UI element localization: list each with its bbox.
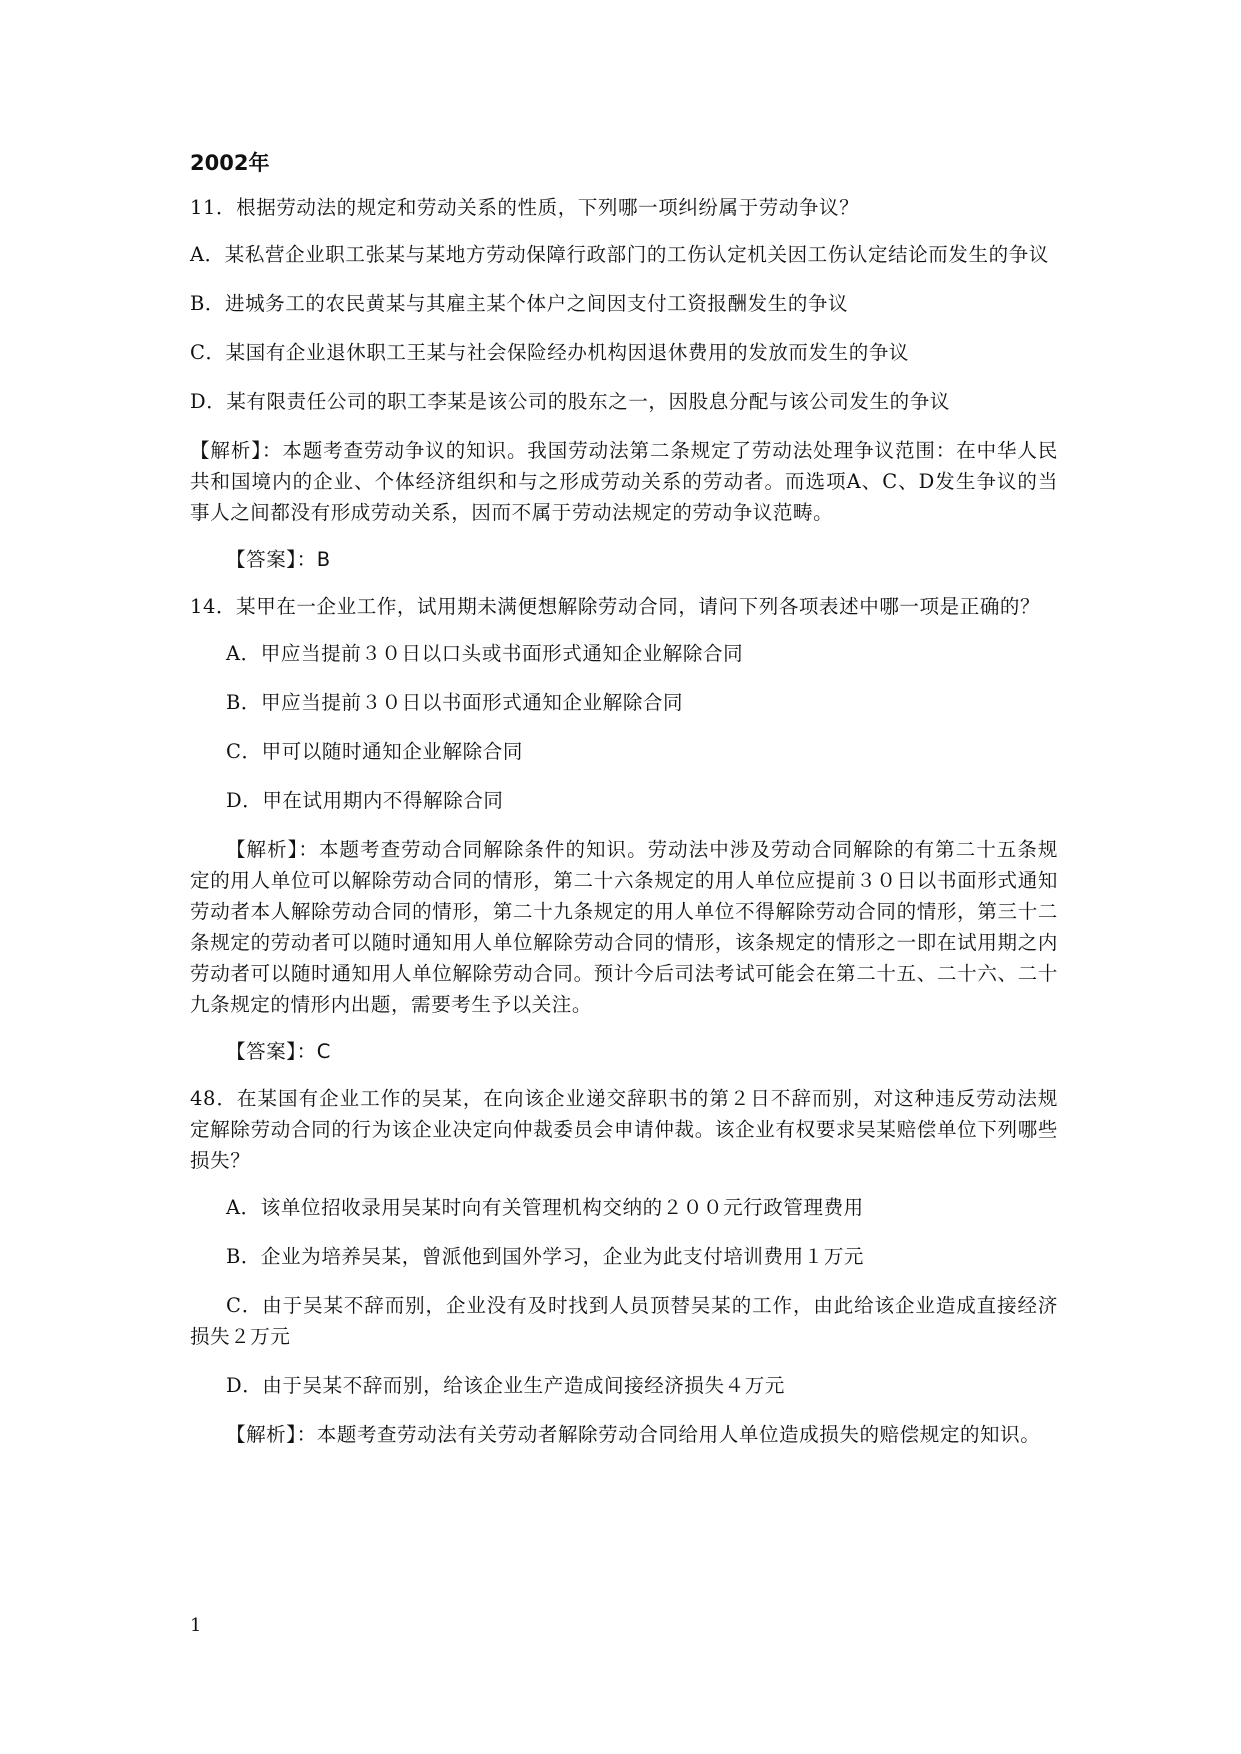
question-11-option-a: A．某私营企业职工张某与某地方劳动保障行政部门的工伤认定机关因工伤认定结论而发生的争议 <box>190 243 1049 266</box>
question-14-option-d: D．甲在试用期内不得解除合同 <box>226 789 504 812</box>
answer-value: B <box>316 548 331 571</box>
question-14-stem: 14．某甲在一企业工作，试用期未满便想解除劳动合同，请问下列各项表述中哪一项是正确的？ <box>190 595 1041 618</box>
question-11-option-c: C．某国有企业退休职工王某与社会保险经办机构因退休费用的发放而发生的争议 <box>190 341 910 364</box>
question-48-analysis: 【解析】：本题考查劳动法有关劳动者解除劳动合同给用人单位造成损失的赔偿规定的知识。 <box>226 1423 1041 1446</box>
document-body <box>190 148 1058 1466</box>
question-11 <box>190 192 1058 575</box>
question-14-option-c: C．甲可以随时通知企业解除合同 <box>226 740 523 763</box>
question-14-answer <box>190 1036 1058 1067</box>
question-11-analysis: 【解析】：本题考查劳动争议的知识。我国劳动法第二条规定了劳动法处理争议范围：在中华人民共和国境内的企业、个体经济组织和与之形成劳动关系的劳动者。而选项A、C、D发生争议的当事人之间都没有形成劳动关系，因而不属于劳动法规定的劳动争议范畴。 <box>190 439 1058 524</box>
question-48-stem: 48．在某国有企业工作的吴某，在向该企业递交辞职书的第２日不辞而别，对这种违反劳动法规定解除劳动合同的行为该企业决定向仲裁委员会申请仲裁。该企业有权要求吴某赔偿单位下列哪些损失？ <box>190 1087 1058 1172</box>
question-48-option-a: A．该单位招收录用吴某时向有关管理机构交纳的２００元行政管理费用 <box>226 1196 864 1219</box>
question-11-answer <box>190 544 1058 575</box>
question-14 <box>190 591 1058 1067</box>
question-14-option-a: A．甲应当提前３０日以口头或书面形式通知企业解除合同 <box>226 642 744 665</box>
answer-label: 【答案】： <box>226 1040 317 1063</box>
question-48-option-c: C．由于吴某不辞而别，企业没有及时找到人员顶替吴某的工作，由此给该企业造成直接经济损失２万元 <box>190 1294 1058 1348</box>
answer-value: C <box>316 1040 331 1063</box>
question-11-stem: 11．根据劳动法的规定和劳动关系的性质，下列哪一项纠纷属于劳动争议？ <box>190 196 860 219</box>
question-48 <box>190 1083 1058 1450</box>
answer-label: 【答案】： <box>226 548 317 571</box>
question-14-analysis: 【解析】：本题考查劳动合同解除条件的知识。劳动法中涉及劳动合同解除的有第二十五条规定的用人单位可以解除劳动合同的情形，第二十六条规定的用人单位应提前３０日以书面形式通知劳动者本人解除劳动合同的情形，第二十九条规定的用人单位不得解除劳动合同的情形，第三十二条规定的劳动者可以随时通知用人单位解除劳动合同的情形，该条规定的情形之一即在试用期之内劳动者可以随时通知用人单位解除劳动合同。预计今后司法考试可能会在第二十五、二十六、二十九条规定的情形内出题，需要考生予以关注。 <box>190 838 1058 1016</box>
question-48-option-d: D．由于吴某不辞而别，给该企业生产造成间接经济损失４万元 <box>226 1374 785 1397</box>
page-number: 1 <box>190 1615 202 1636</box>
question-48-option-b: B．企业为培养吴某，曾派他到国外学习，企业为此支付培训费用１万元 <box>226 1245 865 1268</box>
question-11-option-b: B．进城务工的农民黄某与其雇主某个体户之间因支付工资报酬发生的争议 <box>190 292 849 315</box>
question-11-option-d: D．某有限责任公司的职工李某是该公司的股东之一，因股息分配与该公司发生的争议 <box>190 390 950 413</box>
year-heading: 2002年 <box>190 151 270 175</box>
question-14-option-b: B．甲应当提前３０日以书面形式通知企业解除合同 <box>226 691 684 714</box>
